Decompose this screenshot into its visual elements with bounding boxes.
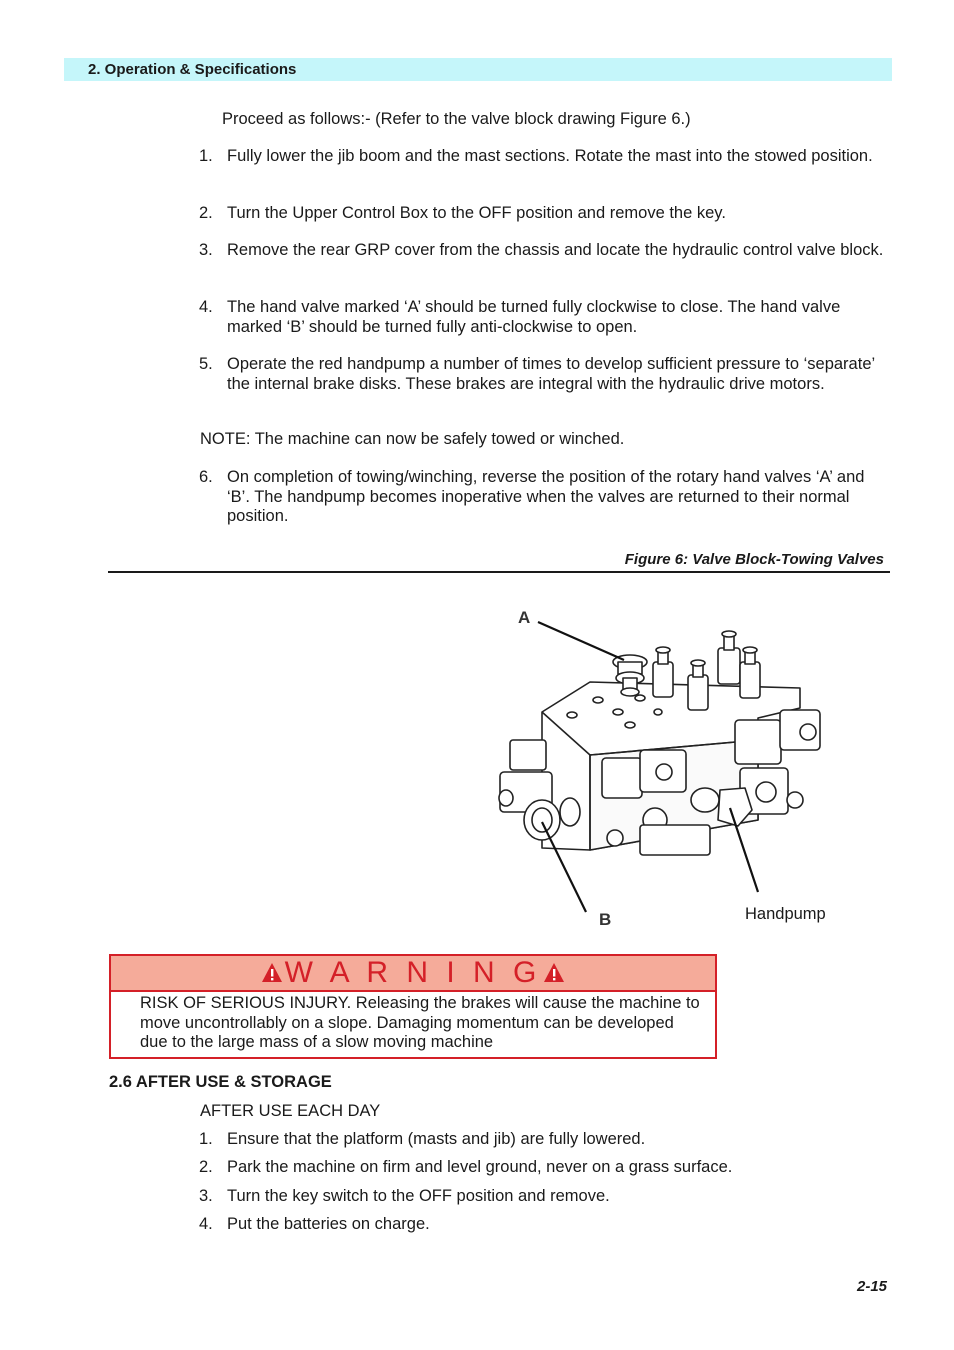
warning-header: [111, 956, 715, 992]
figure-caption: Figure 6: Valve Block-Towing Valves: [624, 551, 884, 568]
section-header-title: 2. Operation & Specifications: [88, 61, 297, 78]
item-number: 3.: [199, 1187, 213, 1205]
item-text: Ensure that the platform (masts and jib) are fully lowered.: [227, 1130, 646, 1148]
figure-rule: [108, 571, 890, 573]
warning-body: RISK OF SERIOUS INJURY. Releasing the brakes will cause the machine to move uncontrollably on a slope. Damaging momentum can be developed due to the large mass of a slow moving machine: [140, 994, 700, 1051]
intro-text: Proceed as follows:- (Refer to the valve block drawing Figure 6.): [222, 110, 691, 128]
step-number: 1.: [199, 147, 213, 165]
warning-title-row: [111, 956, 715, 990]
warning-triangle-icon: [543, 962, 565, 984]
step-text: On completion of towing/winching, reverse the position of the rotary hand valves ‘A’ and ‘B’. The handpump becomes inoperative when the valves are returned to their normal position.: [227, 468, 865, 525]
item-number: 4.: [199, 1215, 213, 1233]
warning-box: [109, 954, 717, 1059]
section-title: 2.6 AFTER USE & STORAGE: [109, 1073, 332, 1091]
step-text: The hand valve marked ‘A’ should be turned fully clockwise to close. The hand valve marked ‘B’ should be turned fully anti-clockwise to open.: [227, 298, 841, 336]
sub-title: AFTER USE EACH DAY: [200, 1102, 381, 1120]
step-number: 2.: [199, 204, 213, 222]
label-handpump: Handpump: [745, 905, 826, 923]
section-header-bar: [64, 58, 892, 81]
warning-triangle-icon: [261, 962, 283, 984]
item-text: Turn the key switch to the OFF position and remove.: [227, 1187, 610, 1205]
label-a: A: [518, 608, 531, 627]
step-number: 6.: [199, 468, 213, 486]
step-number: 4.: [199, 298, 213, 316]
step-number: 5.: [199, 355, 213, 373]
item-text: Put the batteries on charge.: [227, 1215, 430, 1233]
label-b: B: [599, 910, 612, 929]
step-text: Fully lower the jib boom and the mast sections. Rotate the mast into the stowed position.: [227, 147, 873, 165]
step-text: Turn the Upper Control Box to the OFF position and remove the key.: [227, 204, 726, 222]
valve-block-drawing: [490, 600, 850, 930]
page-number: 2-15: [857, 1278, 888, 1295]
item-text: Park the machine on firm and level ground, never on a grass surface.: [227, 1158, 733, 1176]
step-text: Remove the rear GRP cover from the chassis and locate the hydraulic control valve block.: [227, 241, 884, 259]
item-number: 1.: [199, 1130, 213, 1148]
item-number: 2.: [199, 1158, 213, 1176]
warning-title: W A R N I N G: [284, 956, 542, 989]
step-text: Operate the red handpump a number of times to develop sufficient pressure to ‘separate’ the internal brake disks. These brakes are integral with the hydraulic drive motors.: [227, 355, 875, 393]
step-number: 3.: [199, 241, 213, 259]
note-text: NOTE: The machine can now be safely towed or winched.: [200, 430, 625, 448]
